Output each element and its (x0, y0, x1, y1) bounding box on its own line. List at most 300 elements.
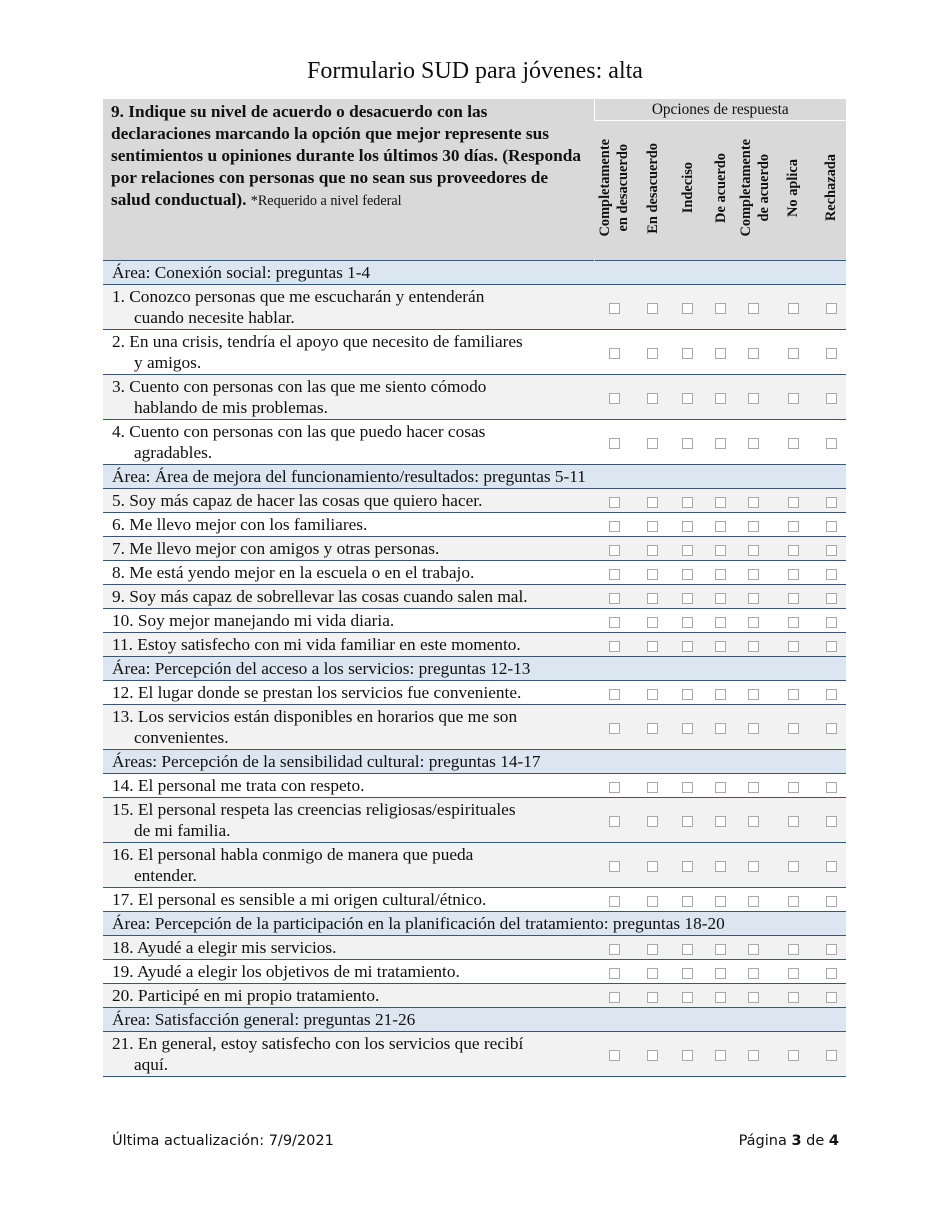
response-checkbox-1[interactable] (647, 861, 658, 872)
response-checkbox-0[interactable] (609, 497, 620, 508)
response-checkbox-5[interactable] (788, 497, 799, 508)
response-checkbox-4[interactable] (748, 569, 759, 580)
response-cell (594, 984, 634, 1008)
response-checkbox-0[interactable] (609, 861, 620, 872)
statement-line1: 15. El personal respeta las creencias religiosas/espirituales (112, 800, 516, 819)
response-cell (594, 609, 634, 633)
response-cell (594, 936, 634, 960)
response-checkbox-3[interactable] (715, 944, 726, 955)
response-checkbox-2[interactable] (682, 393, 693, 404)
response-cell (816, 798, 846, 843)
option-header-2 (671, 121, 704, 261)
response-cell (737, 888, 770, 912)
response-checkbox-5[interactable] (788, 816, 799, 827)
response-checkbox-6[interactable] (826, 992, 837, 1003)
statement-line1: 20. Participé en mi propio tratamiento. (112, 986, 380, 1005)
response-cell (704, 1032, 737, 1077)
response-checkbox-2[interactable] (682, 1050, 693, 1061)
response-checkbox-0[interactable] (609, 968, 620, 979)
response-cell (671, 960, 704, 984)
response-cell (634, 1032, 671, 1077)
options-header: Opciones de respuesta (594, 99, 846, 121)
statement-line2: y amigos. (134, 353, 202, 372)
response-cell (770, 960, 816, 984)
response-cell (737, 774, 770, 798)
statement-line1: 5. Soy más capaz de hacer las cosas que quiero hacer. (112, 491, 483, 510)
question-row (103, 681, 846, 705)
statement-line1: 17. El personal es sensible a mi origen cultural/étnico. (112, 890, 487, 909)
response-cell (816, 285, 846, 330)
response-checkbox-0[interactable] (609, 992, 620, 1003)
page-prefix: Página (738, 1133, 787, 1149)
response-cell (671, 561, 704, 585)
response-cell (671, 609, 704, 633)
question-row (103, 633, 846, 657)
response-checkbox-5[interactable] (788, 348, 799, 359)
response-checkbox-4[interactable] (748, 861, 759, 872)
response-checkbox-5[interactable] (788, 1050, 799, 1061)
response-cell (816, 330, 846, 375)
question-row (103, 888, 846, 912)
question-statement (103, 984, 594, 1008)
response-cell (816, 375, 846, 420)
response-checkbox-0[interactable] (609, 303, 620, 314)
response-checkbox-5[interactable] (788, 545, 799, 556)
response-checkbox-3[interactable] (715, 896, 726, 907)
response-checkbox-6[interactable] (826, 497, 837, 508)
statement-line1: 1. Conozco personas que me escucharán y entenderán (112, 287, 485, 306)
response-cell (770, 843, 816, 888)
response-cell (737, 681, 770, 705)
response-cell (594, 774, 634, 798)
response-cell (594, 561, 634, 585)
response-cell (770, 1032, 816, 1077)
response-checkbox-3[interactable] (715, 593, 726, 604)
response-cell (594, 681, 634, 705)
option-header-1 (634, 121, 671, 261)
response-checkbox-5[interactable] (788, 617, 799, 628)
response-checkbox-5[interactable] (788, 782, 799, 793)
response-checkbox-2[interactable] (682, 545, 693, 556)
response-cell (770, 936, 816, 960)
response-checkbox-1[interactable] (647, 1050, 658, 1061)
response-cell (816, 888, 846, 912)
area-heading: Área: Percepción de la participación en la planificación del tratamiento: preguntas 18-20 (103, 912, 846, 936)
question-row (103, 513, 846, 537)
response-checkbox-4[interactable] (748, 896, 759, 907)
response-checkbox-2[interactable] (682, 303, 693, 314)
question-row (103, 1032, 846, 1077)
response-cell (634, 585, 671, 609)
federal-note: *Requerido a nivel federal (250, 193, 402, 209)
response-checkbox-0[interactable] (609, 641, 620, 652)
area-heading: Área: Satisfacción general: preguntas 21-26 (103, 1008, 846, 1032)
statement-line2: agradables. (134, 443, 213, 462)
response-cell (671, 633, 704, 657)
response-checkbox-0[interactable] (609, 689, 620, 700)
response-checkbox-1[interactable] (647, 545, 658, 556)
response-cell (816, 1032, 846, 1077)
response-checkbox-5[interactable] (788, 723, 799, 734)
response-checkbox-2[interactable] (682, 992, 693, 1003)
response-checkbox-2[interactable] (682, 348, 693, 359)
response-checkbox-2[interactable] (682, 968, 693, 979)
response-checkbox-4[interactable] (748, 641, 759, 652)
response-checkbox-5[interactable] (788, 968, 799, 979)
response-checkbox-2[interactable] (682, 641, 693, 652)
response-checkbox-6[interactable] (826, 816, 837, 827)
response-checkbox-1[interactable] (647, 896, 658, 907)
question-statement (103, 609, 594, 633)
response-checkbox-3[interactable] (715, 992, 726, 1003)
response-cell (594, 330, 634, 375)
page-total: 4 (828, 1133, 839, 1149)
response-checkbox-6[interactable] (826, 393, 837, 404)
response-checkbox-2[interactable] (682, 689, 693, 700)
response-checkbox-0[interactable] (609, 593, 620, 604)
response-cell (737, 375, 770, 420)
statement-line1: 16. El personal habla conmigo de manera que pueda (112, 845, 474, 864)
question-statement (103, 330, 594, 375)
response-checkbox-4[interactable] (748, 348, 759, 359)
survey-rows (103, 261, 846, 1077)
option-label-1 (644, 143, 662, 234)
statement-line1: 14. El personal me trata con respeto. (112, 776, 365, 795)
response-checkbox-1[interactable] (647, 641, 658, 652)
statement-line1: 10. Soy mejor manejando mi vida diaria. (112, 611, 395, 630)
response-cell (816, 489, 846, 513)
response-checkbox-6[interactable] (826, 896, 837, 907)
response-cell (816, 585, 846, 609)
statement-line1: 21. En general, estoy satisfecho con los servicios que recibí (112, 1034, 524, 1053)
response-checkbox-2[interactable] (682, 816, 693, 827)
response-checkbox-6[interactable] (826, 968, 837, 979)
response-cell (671, 585, 704, 609)
question-row (103, 705, 846, 750)
option-label-line1: Completamente (597, 139, 614, 237)
response-checkbox-0[interactable] (609, 521, 620, 532)
response-cell (704, 585, 737, 609)
response-checkbox-1[interactable] (647, 497, 658, 508)
response-cell (770, 705, 816, 750)
question-statement (103, 633, 594, 657)
statement-line2: aquí. (134, 1055, 169, 1074)
response-cell (671, 330, 704, 375)
question-statement (103, 1032, 594, 1077)
option-label-4 (737, 139, 773, 237)
response-checkbox-6[interactable] (826, 348, 837, 359)
response-checkbox-4[interactable] (748, 1050, 759, 1061)
response-checkbox-1[interactable] (647, 393, 658, 404)
question-row (103, 420, 846, 465)
response-cell (704, 633, 737, 657)
response-checkbox-3[interactable] (715, 816, 726, 827)
response-cell (737, 705, 770, 750)
response-checkbox-6[interactable] (826, 545, 837, 556)
response-checkbox-5[interactable] (788, 521, 799, 532)
response-checkbox-0[interactable] (609, 782, 620, 793)
response-cell (737, 585, 770, 609)
response-checkbox-2[interactable] (682, 944, 693, 955)
response-checkbox-0[interactable] (609, 393, 620, 404)
response-cell (737, 609, 770, 633)
response-checkbox-6[interactable] (826, 438, 837, 449)
response-checkbox-1[interactable] (647, 944, 658, 955)
question-statement (103, 705, 594, 750)
response-checkbox-3[interactable] (715, 348, 726, 359)
response-checkbox-4[interactable] (748, 723, 759, 734)
response-checkbox-4[interactable] (748, 593, 759, 604)
response-checkbox-6[interactable] (826, 569, 837, 580)
response-checkbox-1[interactable] (647, 303, 658, 314)
response-checkbox-4[interactable] (748, 689, 759, 700)
response-checkbox-0[interactable] (609, 723, 620, 734)
response-checkbox-4[interactable] (748, 782, 759, 793)
question-row (103, 984, 846, 1008)
question-row (103, 285, 846, 330)
response-cell (737, 984, 770, 1008)
response-checkbox-5[interactable] (788, 593, 799, 604)
response-checkbox-2[interactable] (682, 569, 693, 580)
statement-line1: 8. Me está yendo mejor en la escuela o en el trabajo. (112, 563, 475, 582)
response-checkbox-3[interactable] (715, 497, 726, 508)
response-checkbox-0[interactable] (609, 545, 620, 556)
response-checkbox-1[interactable] (647, 348, 658, 359)
response-checkbox-0[interactable] (609, 944, 620, 955)
statement-line2: de mi familia. (134, 821, 231, 840)
response-checkbox-6[interactable] (826, 303, 837, 314)
response-checkbox-2[interactable] (682, 617, 693, 628)
response-cell (594, 705, 634, 750)
response-checkbox-1[interactable] (647, 569, 658, 580)
question-statement (103, 888, 594, 912)
response-checkbox-5[interactable] (788, 896, 799, 907)
response-checkbox-5[interactable] (788, 689, 799, 700)
question-row (103, 843, 846, 888)
response-checkbox-0[interactable] (609, 816, 620, 827)
question-statement (103, 936, 594, 960)
response-cell (816, 681, 846, 705)
response-cell (634, 489, 671, 513)
response-checkbox-5[interactable] (788, 438, 799, 449)
response-checkbox-3[interactable] (715, 521, 726, 532)
response-checkbox-1[interactable] (647, 521, 658, 532)
question-row (103, 960, 846, 984)
response-checkbox-6[interactable] (826, 782, 837, 793)
area-row (103, 1008, 846, 1032)
response-cell (594, 633, 634, 657)
response-checkbox-2[interactable] (682, 861, 693, 872)
option-label-line2: de acuerdo (756, 154, 772, 222)
response-checkbox-4[interactable] (748, 393, 759, 404)
response-checkbox-5[interactable] (788, 393, 799, 404)
response-checkbox-3[interactable] (715, 569, 726, 580)
response-cell (634, 330, 671, 375)
response-checkbox-2[interactable] (682, 521, 693, 532)
response-cell (634, 888, 671, 912)
response-checkbox-3[interactable] (715, 545, 726, 556)
response-cell (704, 774, 737, 798)
response-cell (634, 609, 671, 633)
option-label-line1: En desacuerdo (644, 142, 661, 234)
response-checkbox-0[interactable] (609, 438, 620, 449)
response-checkbox-5[interactable] (788, 944, 799, 955)
response-cell (770, 798, 816, 843)
response-cell (671, 705, 704, 750)
page-number (739, 1132, 839, 1150)
response-checkbox-2[interactable] (682, 438, 693, 449)
question-row (103, 537, 846, 561)
response-cell (671, 375, 704, 420)
option-header-0 (594, 121, 634, 261)
response-checkbox-6[interactable] (826, 861, 837, 872)
response-cell (704, 489, 737, 513)
response-checkbox-3[interactable] (715, 393, 726, 404)
response-checkbox-2[interactable] (682, 782, 693, 793)
response-cell (704, 609, 737, 633)
option-header-4 (737, 121, 770, 261)
response-checkbox-6[interactable] (826, 1050, 837, 1061)
response-cell (770, 774, 816, 798)
response-checkbox-4[interactable] (748, 944, 759, 955)
response-checkbox-4[interactable] (748, 303, 759, 314)
response-cell (671, 537, 704, 561)
response-cell (816, 936, 846, 960)
response-cell (770, 330, 816, 375)
response-checkbox-6[interactable] (826, 641, 837, 652)
option-label-2 (679, 162, 697, 213)
response-checkbox-5[interactable] (788, 569, 799, 580)
response-cell (737, 936, 770, 960)
response-checkbox-3[interactable] (715, 968, 726, 979)
response-checkbox-0[interactable] (609, 896, 620, 907)
option-label-5 (784, 159, 802, 217)
response-checkbox-3[interactable] (715, 1050, 726, 1061)
response-checkbox-4[interactable] (748, 992, 759, 1003)
response-checkbox-6[interactable] (826, 689, 837, 700)
response-checkbox-5[interactable] (788, 641, 799, 652)
response-checkbox-4[interactable] (748, 497, 759, 508)
response-checkbox-4[interactable] (748, 545, 759, 556)
response-cell (634, 798, 671, 843)
response-cell (634, 537, 671, 561)
response-cell (816, 561, 846, 585)
response-checkbox-0[interactable] (609, 569, 620, 580)
response-checkbox-1[interactable] (647, 438, 658, 449)
response-checkbox-6[interactable] (826, 617, 837, 628)
question-statement (103, 537, 594, 561)
response-cell (704, 984, 737, 1008)
response-checkbox-5[interactable] (788, 861, 799, 872)
response-checkbox-2[interactable] (682, 896, 693, 907)
response-cell (594, 843, 634, 888)
response-cell (594, 960, 634, 984)
response-checkbox-3[interactable] (715, 617, 726, 628)
response-checkbox-4[interactable] (748, 617, 759, 628)
response-checkbox-1[interactable] (647, 782, 658, 793)
option-label-3 (712, 153, 730, 223)
response-checkbox-2[interactable] (682, 723, 693, 734)
response-checkbox-5[interactable] (788, 303, 799, 314)
response-checkbox-3[interactable] (715, 641, 726, 652)
response-cell (737, 843, 770, 888)
option-label-line1: De acuerdo (712, 153, 729, 223)
statement-line1: 9. Soy más capaz de sobrellevar las cosas cuando salen mal. (112, 587, 528, 606)
area-row (103, 261, 846, 285)
response-cell (737, 537, 770, 561)
response-checkbox-1[interactable] (647, 593, 658, 604)
response-checkbox-6[interactable] (826, 521, 837, 532)
question-statement (103, 561, 594, 585)
response-checkbox-6[interactable] (826, 723, 837, 734)
response-checkbox-4[interactable] (748, 438, 759, 449)
response-checkbox-4[interactable] (748, 968, 759, 979)
response-checkbox-4[interactable] (748, 816, 759, 827)
response-checkbox-1[interactable] (647, 816, 658, 827)
response-cell (770, 633, 816, 657)
question-row (103, 330, 846, 375)
response-checkbox-0[interactable] (609, 617, 620, 628)
response-checkbox-0[interactable] (609, 1050, 620, 1061)
question-statement (103, 585, 594, 609)
response-cell (594, 285, 634, 330)
response-cell (634, 561, 671, 585)
last-updated: Última actualización: 7/9/2021 (112, 1133, 334, 1149)
response-cell (704, 375, 737, 420)
response-cell (816, 774, 846, 798)
question-header (103, 99, 594, 261)
area-row (103, 912, 846, 936)
response-checkbox-2[interactable] (682, 593, 693, 604)
question-text: 9. Indique su nivel de acuerdo o desacuerdo con las declaraciones marcando la opción que mejor represente sus sentimientos u opiniones durante los últimos 30 días. (Responda por relaciones con personas que no sean sus proveedores de salud conductual). (111, 102, 582, 209)
response-checkbox-5[interactable] (788, 992, 799, 1003)
response-checkbox-1[interactable] (647, 617, 658, 628)
option-label-6 (822, 154, 840, 221)
response-checkbox-3[interactable] (715, 723, 726, 734)
response-cell (634, 420, 671, 465)
response-checkbox-4[interactable] (748, 521, 759, 532)
response-cell (770, 585, 816, 609)
response-checkbox-2[interactable] (682, 497, 693, 508)
response-checkbox-3[interactable] (715, 438, 726, 449)
response-checkbox-3[interactable] (715, 689, 726, 700)
option-header-6 (816, 121, 846, 261)
response-checkbox-1[interactable] (647, 968, 658, 979)
response-cell (737, 798, 770, 843)
response-cell (770, 285, 816, 330)
response-cell (704, 936, 737, 960)
response-cell (594, 798, 634, 843)
response-checkbox-1[interactable] (647, 992, 658, 1003)
response-cell (634, 705, 671, 750)
statement-line1: 6. Me llevo mejor con los familiares. (112, 515, 368, 534)
question-row (103, 798, 846, 843)
response-checkbox-3[interactable] (715, 782, 726, 793)
area-row (103, 750, 846, 774)
response-cell (770, 984, 816, 1008)
response-checkbox-0[interactable] (609, 348, 620, 359)
response-checkbox-3[interactable] (715, 303, 726, 314)
question-row (103, 489, 846, 513)
response-checkbox-6[interactable] (826, 593, 837, 604)
response-checkbox-1[interactable] (647, 723, 658, 734)
question-statement (103, 489, 594, 513)
response-checkbox-6[interactable] (826, 944, 837, 955)
response-checkbox-3[interactable] (715, 861, 726, 872)
response-cell (634, 960, 671, 984)
option-header-3 (704, 121, 737, 261)
response-checkbox-1[interactable] (647, 689, 658, 700)
